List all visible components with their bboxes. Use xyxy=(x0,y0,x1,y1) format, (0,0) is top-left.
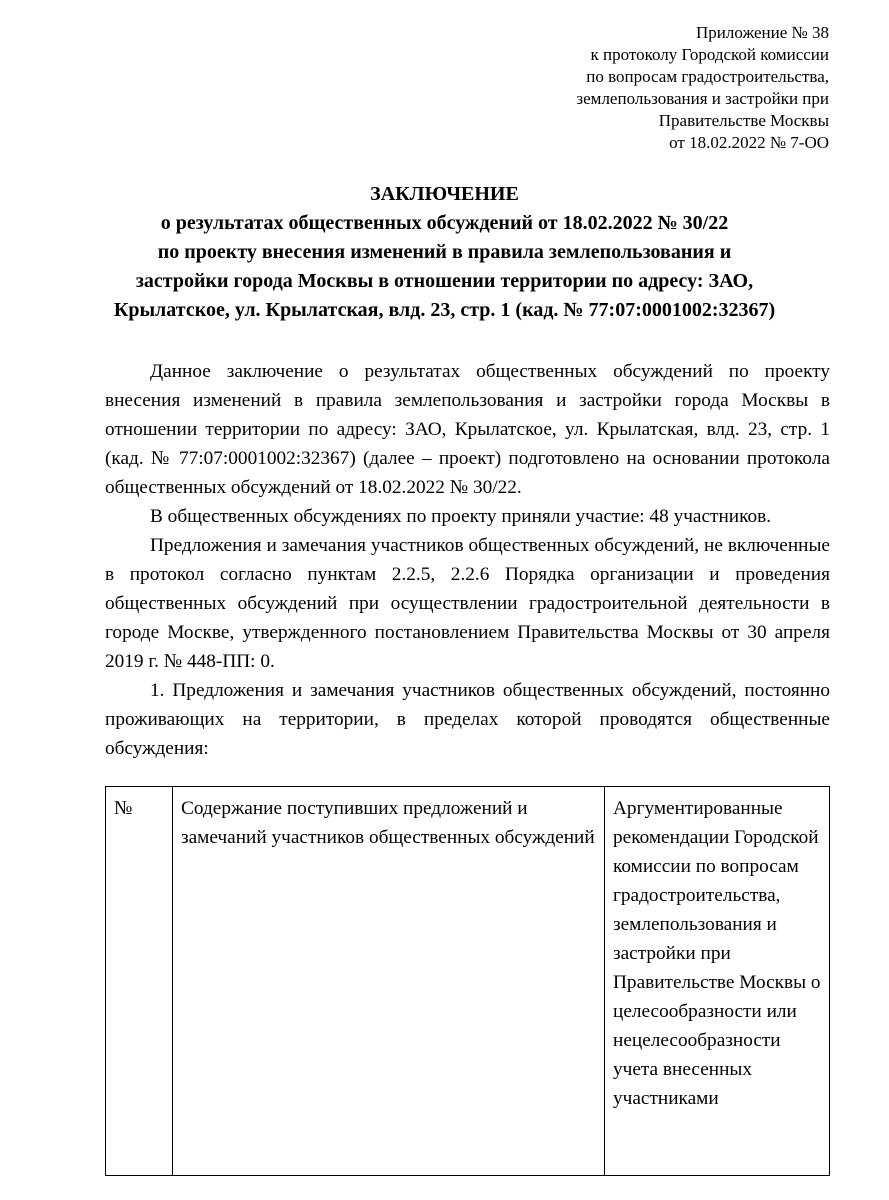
paragraph-intro: Данное заключение о результатах общественных обсуждений по проекту внесения изменений в правила землепользования и застройки города Москвы в отношении территории по адресу: ЗАО, Крылатское, ул. Крылатская, влд. 23, стр. 1 (кад. № 77:07:0001002:32367) (далее – проект) подготовлено на основании протокола общественных обсуждений от 18.02.2022 № 30/22. xyxy=(105,361,830,498)
appendix-line: Правительстве Москвы xyxy=(658,111,829,130)
appendix-line: от 18.02.2022 № 7-ОО xyxy=(669,133,829,152)
header-recommendations: Аргументированные рекомендации Городской комиссии по вопросам градостроительства, землепользования и застройки при Правительстве Москвы о целесообразности или нецелесообразности учета внесенных участниками xyxy=(605,787,830,1176)
appendix-line: землепользования и застройки при xyxy=(576,89,829,108)
header-number: № xyxy=(106,787,173,1176)
title-line: по проекту внесения изменений в правила землепользования и xyxy=(157,241,732,263)
document-body xyxy=(105,357,830,763)
header-content: Содержание поступивших предложений и замечаний участников общественных обсуждений xyxy=(173,787,605,1176)
appendix-line: к протоколу Городской комиссии xyxy=(590,45,829,64)
title-heading: ЗАКЛЮЧЕНИЕ xyxy=(370,183,519,205)
paragraph-participants: В общественных обсуждениях по проекту приняли участие: 48 участников. xyxy=(150,506,772,527)
document-title xyxy=(60,180,829,325)
paragraph-section-1: 1. Предложения и замечания участников общественных обсуждений, постоянно проживающих на территории, в пределах которой проводятся общественные обсуждения: xyxy=(105,680,830,759)
title-line: о результатах общественных обсуждений от 18.02.2022 № 30/22 xyxy=(160,212,729,234)
title-line: застройки города Москвы в отношении территории по адресу: ЗАО, xyxy=(135,270,754,292)
proposals-table xyxy=(105,786,830,1176)
paragraph-excluded-proposals: Предложения и замечания участников общественных обсуждений, не включенные в протокол согласно пунктам 2.2.5, 2.2.6 Порядка организации и проведения общественных обсуждений при осуществлении градостроительной деятельности в городе Москве, утвержденного постановлением Правительства Москвы от 30 апреля 2019 г. № 448-ПП: 0. xyxy=(105,535,830,672)
appendix-line: Приложение № 38 xyxy=(696,23,829,42)
appendix-note xyxy=(489,22,829,154)
appendix-line: по вопросам градостроительства, xyxy=(586,67,829,86)
table-header-row xyxy=(106,787,830,1176)
title-line: Крылатское, ул. Крылатская, влд. 23, стр. 1 (кад. № 77:07:0001002:32367) xyxy=(113,299,776,321)
